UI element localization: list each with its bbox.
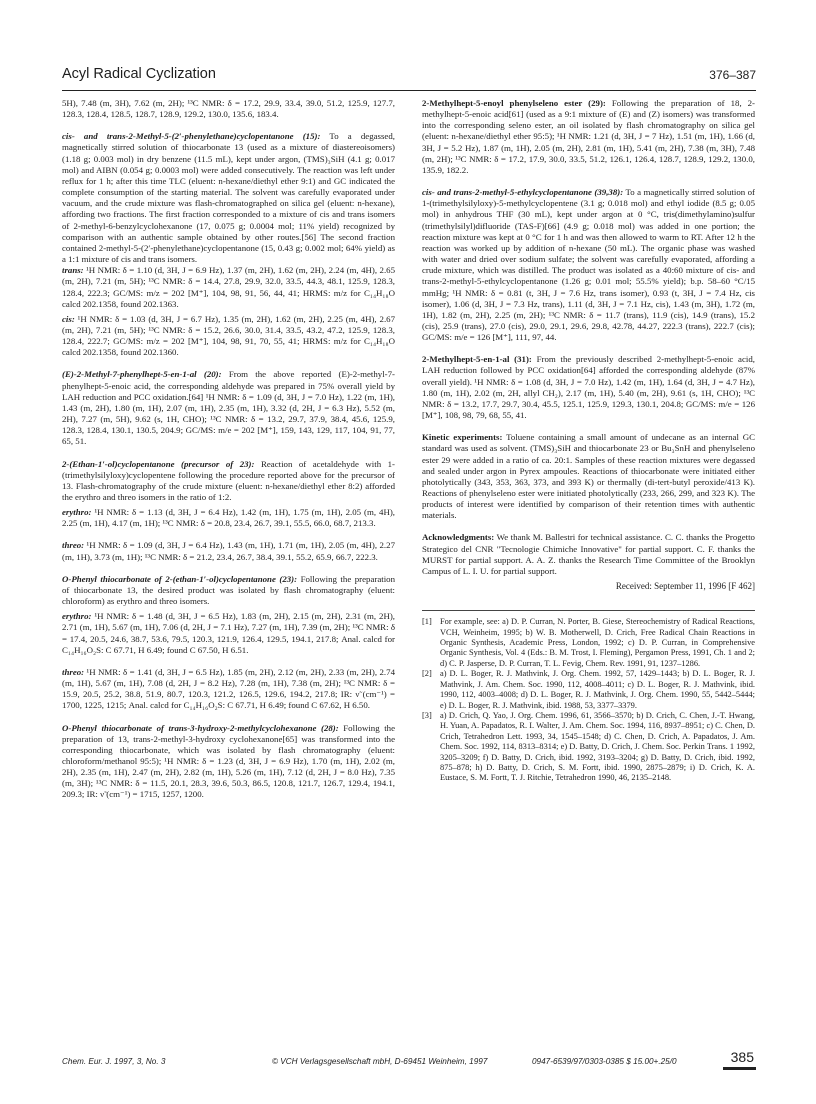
paragraph: (E)-2-Methyl-7-phenylhept-5-en-1-al (20): From the above reported (E)-2-methyl-7-phenylhept-5-enoic acid, the corresponding aldehyde was prepared in 75% overall yield by LAH reduction and PCC oxidation.[64] ¹H NMR: δ = 1.09 (d, 3H, J = 7.0 Hz), 1.22 (m, 1H), 1.43 (m, 2H), 1.80 (m, 1H), 2.07 (m, 1H), 2.35 (m, 1H), 3.32 (d, 2H, J = 6.3 Hz), 5.52 (m, 2H), 7.27 (m, 5H), 9.62 (s, 1H, CHO); ¹³C NMR: δ = 13.2, 29.7, 37.9, 38.4, 45.6, 125.9, 128.3, 128.4, 130.1, 130.5, 204.9; GC/MS: m/e = 202 [M⁺], 159, 143, 129, 117, 104, 91, 77, 65, 51. bbox=[62, 369, 395, 447]
left-column bbox=[62, 98, 395, 812]
acknowledgments: Acknowledgments: We thank M. Ballestri for technical assistance. C. C. thanks the Progetto Strategico del CNR "Tecnologie Chimiche Innovative" for partial support. C. F. thanks the MURST for partial support. A. A. Z. thanks the Research Time Committee of the Brooklyn Campus of L. I. U. for partial support. bbox=[422, 532, 755, 576]
running-header bbox=[62, 64, 756, 91]
reference-item: [2] a) D. L. Boger, R. J. Mathvink, J. Org. Chem. 1992, 57, 1429–1443; b) D. L. Boger, R. J. Mathvink, J. Am. Chem. Soc. 1990, 112, 4008–4011; c) D. L. Boger, R. J. Mathvink, ibid. 1990, 112, 4003–4008; d) D. L. Boger, R. J. Mathvink, J. Org. Chem. 1990, 55, 5442–5444; e) D. L. Boger, R. J. Mathvink, ibid. 1988, 53, 3377–3379. bbox=[422, 669, 755, 710]
paragraph: Kinetic experiments: Toluene containing a small amount of undecane as an internal GC standard was used as solvent. (TMS)₃SiH and thiocarbonate 23 or Bu₃SnH and phenylseleno ester 29 were added in a ratio of ca. 20:1. Samples of these reaction mixtures were degassed and sealed under argon in Pyrex ampoules. Reactions of thiocarbonate were initiated either photolytically (343, 353, 363, 373, and 393 K) or thermally (di-tert-butyl peroxide/413 K). Reactions of phenylseleno ester were initiated photolytically (233, 266, 299, and 323 K). The products of interest were identified by comparison of their retention times with authentic materials. bbox=[422, 432, 755, 521]
paragraph: threo: ¹H NMR: δ = 1.41 (d, 3H, J = 6.5 Hz), 1.85 (m, 2H), 2.12 (m, 2H), 2.33 (m, 2H), 2.74 (m, 1H), 5.67 (m, 1H), 7.08 (d, 2H, J = 8.2 Hz), 7.28 (m, 1H), 7.38 (m, 2H); ¹³C NMR: δ = 15.9, 20.5, 25.2, 38.8, 51.9, 80.7, 120.3, 121.2, 126.5, 129.6, 194.2, 217.8; IR: ν̃ (cm⁻¹) = 1700, 1225, 1215; Anal. calcd for C₁₄H₁₆O₂S: C 67.71, H 6.49; found C 67.62, H 6.50. bbox=[62, 666, 395, 711]
paragraph: O-Phenyl thiocarbonate of trans-3-hydroxy-2-methylcyclohexanone (28): Following the preparation of 13, trans-2-methyl-3-hydroxy cyclohexanone[65] was transformed into the corresponding thiocarbonate, which was isolated by flash chromatography (eluent: chloroform/methanol 95:5); ¹H NMR: δ = 1.23 (d, 3H, J = 6.9 Hz), 1.70 (m, 1H), 2.02 (m, 2H), 2.35 (m, 1H), 2.47 (m, 2H), 2.82 (m, 1H), 5.26 (m, 1H), 7.12 (d, 2H, J = 8.0 Hz), 7.35 (m, 3H); ¹³C NMR: δ = 11.5, 20.1, 28.3, 39.6, 50.3, 86.5, 120.8, 121.7, 126.7, 129.4, 194.1, 209.3; IR: ν̃ (cm⁻¹) = 1715, 1257, 1200. bbox=[62, 722, 396, 800]
paragraph: 5H), 7.48 (m, 3H), 7.62 (m, 2H); ¹³C NMR: δ = 17.2, 29.9, 33.4, 39.0, 51.2, 125.9, 127.7, 128.3, 128.4, 128.5, 128.7, 128.9, 129.2, 130.0, 135.6, 183.4. bbox=[62, 98, 395, 120]
paragraph: erythro: ¹H NMR: δ = 1.13 (d, 3H, J = 6.4 Hz), 1.42 (m, 1H), 1.75 (m, 1H), 2.05 (m, 4H), 2.25 (m, 1H), 4.17 (m, 1H); ¹³C NMR: δ = 20.8, 23.4, 26.7, 39.1, 55.5, 66.0, 68.7, 213.3. bbox=[62, 507, 395, 529]
page-number: 385 bbox=[723, 1049, 756, 1070]
paragraph: cis- and trans-2-methyl-5-ethylcyclopentanone (39,38): To a magnetically stirred solution of 1-(trimethylsilyloxy)-5-methylcyclopentene (3.1 g; 0.018 mol) and ethyl iodide (8.5 g; 0.05 mol) in anhydrous THF (30 mL), kept under argon at 0 °C, tris(dimethylamino)sulfur (trimethylsilyl)difluoride (TAS-F)[66] (4.9 g; 0.018 mol) was added in one portion; the reaction mixture was kept at 0 °C for 1 h and was then allowed to warm to RT. After 12 h the reaction was worked up by addition of n-hexane (50 mL). The organic phase was washed with water and dried over sodium sulfate; the solvent was carefully evaporated, affording a crude mixture, which was distilled. The product was isolated as a 40:60 mixture of cis- and trans-2-methyl-5-ethylcyclopentanone (1.26 g; 0.01 mol; 55.5% yield); b.p. 58–60 °C/15 mmHg; ¹H NMR: δ = 0.81 (t, 3H, J = 7.6 Hz, trans isomer), 0.93 (t, 3H, J = 7.4 Hz, cis isomer), 1.06 (d, 3H, J = 7.3 Hz, trans), 1.11 (d, 3H, J = 7.1 Hz, cis), 1.43 (m, 3H), 1.72 (m, 1H), 1.82 (m, 2H), 2.25 (m, 2H); ¹³C NMR: δ = 11.7 (trans), 11.9 (cis), 14.9 (trans), 15.2 (cis), 25.9 (trans), 27.0 (cis), 29.0, 29.1, 29.6, 29.8, 42.78, 44.27, 222.3 (trans), 222.7 (cis); GC/MS: m/e = 126 [M⁺], 111, 97, 44. bbox=[422, 187, 755, 343]
reference-item: [3] a) D. Crich, Q. Yao, J. Org. Chem. 1996, 61, 3566–3570; b) D. Crich, C. Chen, J.-T. Hwang, H. Yuan, A. Papadatos, R. I. Walter, J. Am. Chem. Soc. 1994, 116, 8937–8951; c) C. Chen, D. Crich, Tetrahedron Lett. 1993, 34, 1545–1548; d) C. Chen, D. Crich, A. Papadatos, J. Am. Chem. Soc. 1992, 114, 8313–8314; e) D. Batty, D. Crich, J. Chem. Soc. Perkin Trans. 1 1992, 3205–3209; f) D. Batty, D. Crich, ibid. 1992, 3193–3204; g) D. Batty, D. Crich, ibid. 1992, 875–878; h) D. Batty, D. Crich, S. M. Fortt, ibid. 1990, 2875–2879; i) D. Crich, K. A. Eustace, S. M. Fortt, T. J. Ritchie, Tetrahedron 1990, 46, 2135–2148. bbox=[422, 710, 755, 783]
paragraph: 2-Methylhept-5-enoyl phenylseleno ester (29): Following the preparation of 18, 2-methylhept-5-enoic acid[61] (used as a 9:1 mixture of (E) and (Z) isomers) was transformed into the corresponding seleno ester, an oil isolated by flash chromatography on silica gel (eluent: n-hexane/diethyl ether 95:5); ¹H NMR: 1.21 (d, 3H, J = 7 Hz), 1.51 (m, 1H), 1.66 (d, 3H, J = 5.2 Hz), 1.87 (m, 1H), 2.05 (m, 2H), 2.81 (m, 1H), 5.41 (m, 2H), 7.38 (m, 3H), 7.48 (m, 2H); ¹³C NMR: δ = 17.2, 17.9, 30.0, 33.5, 51.2, 126.1, 126.4, 128.7, 128.9, 129.2, 130.0, 135.9, 182.2. bbox=[422, 98, 756, 175]
journal-citation: Chem. Eur. J. 1997, 3, No. 3 bbox=[62, 1057, 166, 1066]
paragraph: 2-(Ethan-1′-ol)cyclopentanone (precursor of 23): Reaction of acetaldehyde with 1-(trimethylsilyloxy)cyclopentene following the procedure reported above for the precursor of 13. Flash-chromatography of the crude mixture (eluent: n-hexane/diethyl ether 8:2) afforded the erythro and threo isomers in the ratio of 1:2. bbox=[62, 458, 395, 502]
paragraph: 2-Methylhept-5-en-1-al (31): From the previously described 2-methylhept-5-enoic acid, LAH reduction followed by PCC oxidation[64] afforded the corresponding aldehyde (87% overall yield). ¹H NMR: δ = 1.08 (d, 3H, J = 7.0 Hz), 1.42 (m, 1H), 1.64 (d, 3H, J = 4.7 Hz), 1.80 (m, 1H), 2.02 (m, 2H, allyl CH₂), 2.17 (m, 1H), 5.40 (m, 2H), 9.61 (s, 1H, CHO); ¹³C NMR: δ = 13.2, 17.7, 29.7, 30.4, 45.5, 125.1, 125.9, 129.3, 130.1, 204.8; GC/MS: m/e = 126 [M⁺], 108, 98, 79, 68, 55, 41. bbox=[422, 354, 755, 421]
article-code: 0947-6539/97/0303-0385 $ 15.00+.25/0 bbox=[532, 1057, 677, 1066]
received-date: Received: September 11, 1996 [F 462] bbox=[615, 581, 755, 592]
references-divider bbox=[422, 610, 755, 611]
paragraph: erythro: ¹H NMR: δ = 1.48 (d, 3H, J = 6.5 Hz), 1.83 (m, 2H), 2.15 (m, 2H), 2.31 (m, 2H), 2.71 (m, 1H), 5.67 (m, 1H), 7.06 (d, 2H, J = 7.1 Hz), 7.27 (m, 1H), 7.39 (m, 2H); ¹³C NMR: δ = 17.4, 20.5, 24.6, 38.7, 53.6, 79.5, 120.3, 121.9, 126.4, 129.5, 194.1, 217.8; Anal. calcd for C₁₄H₁₆O₂S: C 67.71, H 6.49; found C 67.50, H 6.51. bbox=[62, 611, 395, 655]
paragraph: threo: ¹H NMR: δ = 1.09 (d, 3H, J = 6.4 Hz), 1.43 (m, 1H), 1.71 (m, 1H), 2.05 (m, 4H), 2.27 (m, 1H), 3.73 (m, 1H); ¹³C NMR: δ = 21.2, 23.4, 26.7, 38.4, 39.1, 55.2, 65.9, 66.7, 222.3. bbox=[62, 540, 395, 562]
page-footer bbox=[62, 1051, 756, 1073]
paragraph: cis: ¹H NMR: δ = 1.03 (d, 3H, J = 6.7 Hz), 1.35 (m, 2H), 1.62 (m, 2H), 2.25 (m, 4H), 2.67 (m, 2H), 7.21 (m, 5H); ¹³C NMR: δ = 15.2, 26.6, 30.0, 31.4, 33.5, 43.2, 47.2, 125.9, 128.3, 128.4, 222.7; GC/MS: m/z = 202 [M⁺], 104, 98, 91, 70, 55, 41; HRMS: m/z for C₁₄H₁₈O calcd 202.1358, found 202.1360. bbox=[62, 313, 395, 358]
paragraph: cis- and trans-2-Methyl-5-(2′-phenylethane)cyclopentanone (15): To a degassed, magnetically stirred solution of thiocarbonate 13 (used as a mixture of diastereoisomers) (1.18 g; 0.003 mol) in dry benzene (11.5 mL), kept under argon, (TMS)₃SiH (4.1 g; 0.017 mol) and AIBN (0.054 g; 0.0003 mol) were added consecutively. The reaction was left under reflux for 1 h; after this time TLC (eluent: n-hexane/diethyl ether 9:1) and GC indicated the complete consumption of the starting material. The solvent was carefully evaporated under vacuum, and the crude mixture was flash-chromatographed on silica gel (eluent: n-hexane), affording two fractions. The first fraction corresponded to a mixture of cis and trans isomers of 2-methyl-6-benzylcyclohexanone (17, 0.075 g; 0.0004 mol; 11% yield) recognized by comparison with an authentic sample obtained by other routes.[56] The second fraction contained 2-methyl-5-(2′-phenylethane)cyclopentanone (15, 0.43 g; 0.002 mol; 64% yield) as a 1:1 mixture of cis and trans isomers. bbox=[62, 131, 395, 265]
paragraph: O-Phenyl thiocarbonate of 2-(ethan-1′-ol)cyclopentanone (23): Following the preparation of thiocarbonate 13, the desired product was isolated by flash chromatography (eluent: chloroform) as erythro and threo isomers. bbox=[62, 573, 396, 607]
paragraph: trans: ¹H NMR: δ = 1.10 (d, 3H, J = 6.9 Hz), 1.37 (m, 2H), 1.62 (m, 2H), 2.24 (m, 4H), 2.65 (m, 2H), 7.21 (m, 5H); ¹³C NMR: δ = 14.4, 27.8, 29.9, 32.0, 33.5, 44.3, 48.1, 125.9, 128.3, 128.4, 222.3; GC/MS: m/z = 202 [M⁺], 104, 98, 91, 56, 44, 41; HRMS: m/z for C₁₄H₁₈O calcd 202.1358, found 202.1363. bbox=[62, 265, 395, 309]
publisher-line: © VCH Verlagsgesellschaft mbH, D-69451 Weinheim, 1997 bbox=[272, 1057, 488, 1066]
reference-item: [1] For example, see: a) D. P. Curran, N. Porter, B. Giese, Stereochemistry of Radical Reactions, VCH, Weinheim, 1995; b) W. B. Motherwell, D. Crich, Free Radical Chain Reactions in Organic Synthesis, Academic Press, London, 1992; c) D. P. Curran, in Comprehensive Organic Synthesis, Vol. 4 (Eds.: B. M. Trost, I. Fleming), Pergamon Press, 1991, Ch. 1 and 2; d) C. P. Jasperse, D. P. Curran, T. L. Fevig, Chem. Rev. 1991, 91, 1237–1286. bbox=[422, 617, 755, 668]
running-title: Acyl Radical Cyclization bbox=[62, 66, 216, 82]
page-range: 376–387 bbox=[709, 68, 756, 82]
reference-list bbox=[422, 617, 755, 784]
right-column bbox=[422, 98, 755, 784]
